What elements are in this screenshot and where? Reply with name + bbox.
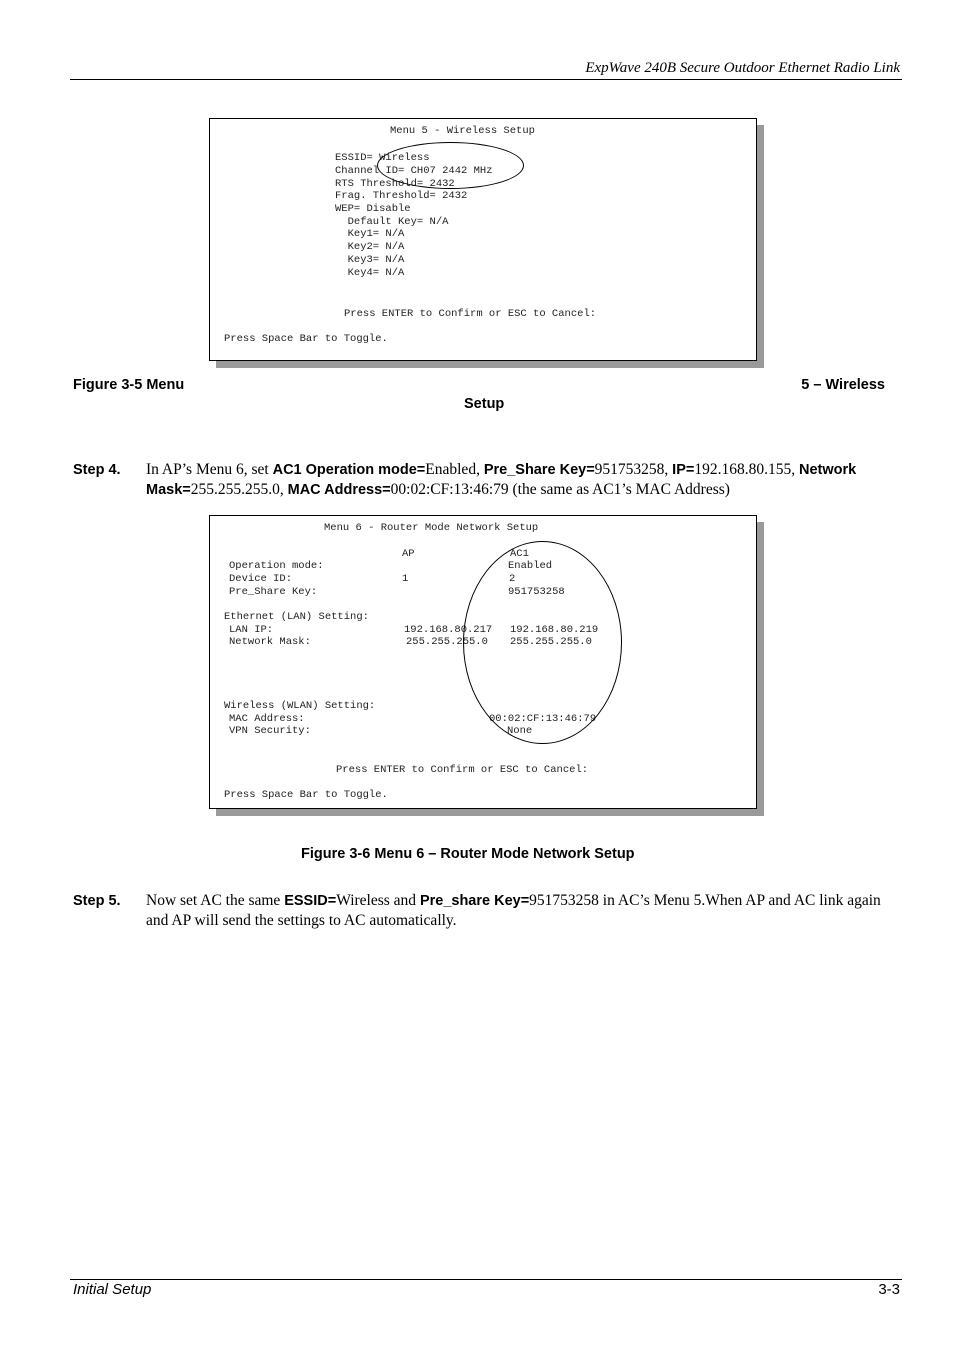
menu5-line-key2: Key2= N/A bbox=[335, 241, 405, 253]
mac-address-ac1: 00:02:CF:13:46:79 bbox=[489, 713, 597, 725]
operation-mode-label: Operation mode: bbox=[229, 560, 324, 572]
header-title: ExpWave 240B Secure Outdoor Ethernet Radio Link bbox=[585, 60, 900, 76]
menu5-line-frag: Frag. Threshold= 2432 bbox=[335, 190, 468, 202]
footer-rule bbox=[70, 1279, 902, 1280]
device-id-label: Device ID: bbox=[229, 573, 293, 585]
vpn-security-label: VPN Security: bbox=[229, 725, 311, 737]
menu5-line-essid: ESSID= Wireless bbox=[335, 152, 430, 164]
menu6-col-ap: AP bbox=[402, 548, 415, 560]
page-number: 3-3 bbox=[878, 1281, 900, 1298]
menu6-col-ac1: AC1 bbox=[510, 548, 529, 560]
menu5-screen bbox=[209, 118, 757, 361]
menu5-line-key3: Key3= N/A bbox=[335, 254, 405, 266]
network-mask-ac1: 255.255.255.0 bbox=[510, 636, 592, 648]
menu5-line-channel: Channel ID= CH07 2442 MHz bbox=[335, 165, 493, 177]
menu5-line-key1: Key1= N/A bbox=[335, 228, 405, 240]
figure6-caption: Figure 3-6 Menu 6 – Router Mode Network Setup bbox=[301, 846, 635, 862]
figure5-caption-right: 5 – Wireless bbox=[801, 377, 885, 393]
menu6-confirm: Press ENTER to Confirm or ESC to Cancel: bbox=[336, 764, 589, 776]
menu6-title: Menu 6 - Router Mode Network Setup bbox=[324, 522, 539, 534]
device-id-ap: 1 bbox=[402, 573, 409, 585]
menu5-line-key4: Key4= N/A bbox=[335, 267, 405, 279]
menu5-line-rts: RTS Threshold= 2432 bbox=[335, 178, 455, 190]
menu5-line-wep: WEP= Disable bbox=[335, 203, 411, 215]
pre-share-key-ac1: 951753258 bbox=[508, 586, 565, 598]
step5-text: Now set AC the same ESSID=Wireless and Pre_share Key=951753258 in AC’s Menu 5.When AP and AC link again and AP will send the settings to AC automatically. bbox=[146, 892, 881, 929]
menu6-screen bbox=[209, 515, 757, 809]
operation-mode-ac1: Enabled bbox=[508, 560, 553, 572]
menu5-confirm: Press ENTER to Confirm or ESC to Cancel: bbox=[344, 308, 597, 320]
step4-label: Step 4. bbox=[73, 462, 121, 478]
network-mask-label: Network Mask: bbox=[229, 636, 311, 648]
ethernet-heading: Ethernet (LAN) Setting: bbox=[224, 611, 369, 623]
network-mask-ap: 255.255.255.0 bbox=[406, 636, 488, 648]
lan-ip-label: LAN IP: bbox=[229, 624, 274, 636]
figure5-caption-second: Setup bbox=[464, 396, 505, 412]
lan-ip-ap: 192.168.80.217 bbox=[404, 624, 493, 636]
wireless-heading: Wireless (WLAN) Setting: bbox=[224, 700, 376, 712]
lan-ip-ac1: 192.168.80.219 bbox=[510, 624, 599, 636]
vpn-security-ac1: None bbox=[507, 725, 533, 737]
header-rule bbox=[70, 79, 902, 80]
mac-address-label: MAC Address: bbox=[229, 713, 305, 725]
menu5-toggle: Press Space Bar to Toggle. bbox=[224, 333, 388, 345]
menu5-title: Menu 5 - Wireless Setup bbox=[390, 125, 535, 137]
figure5-caption-left: Figure 3-5 Menu bbox=[73, 377, 185, 393]
footer-section: Initial Setup bbox=[73, 1281, 152, 1298]
step5-label: Step 5. bbox=[73, 893, 121, 909]
pre-share-key-label: Pre_Share Key: bbox=[229, 586, 318, 598]
device-id-ac1: 2 bbox=[509, 573, 516, 585]
step4-text: In AP’s Menu 6, set AC1 Operation mode=Enabled, Pre_Share Key=951753258, IP=192.168.80.155, Network Mask=255.255.255.0, MAC Address=00:02:CF:13:46:79 (the same as AC1’s MAC Address) bbox=[146, 461, 857, 498]
menu5-line-default-key: Default Key= N/A bbox=[335, 216, 449, 228]
menu6-toggle: Press Space Bar to Toggle. bbox=[224, 789, 388, 801]
